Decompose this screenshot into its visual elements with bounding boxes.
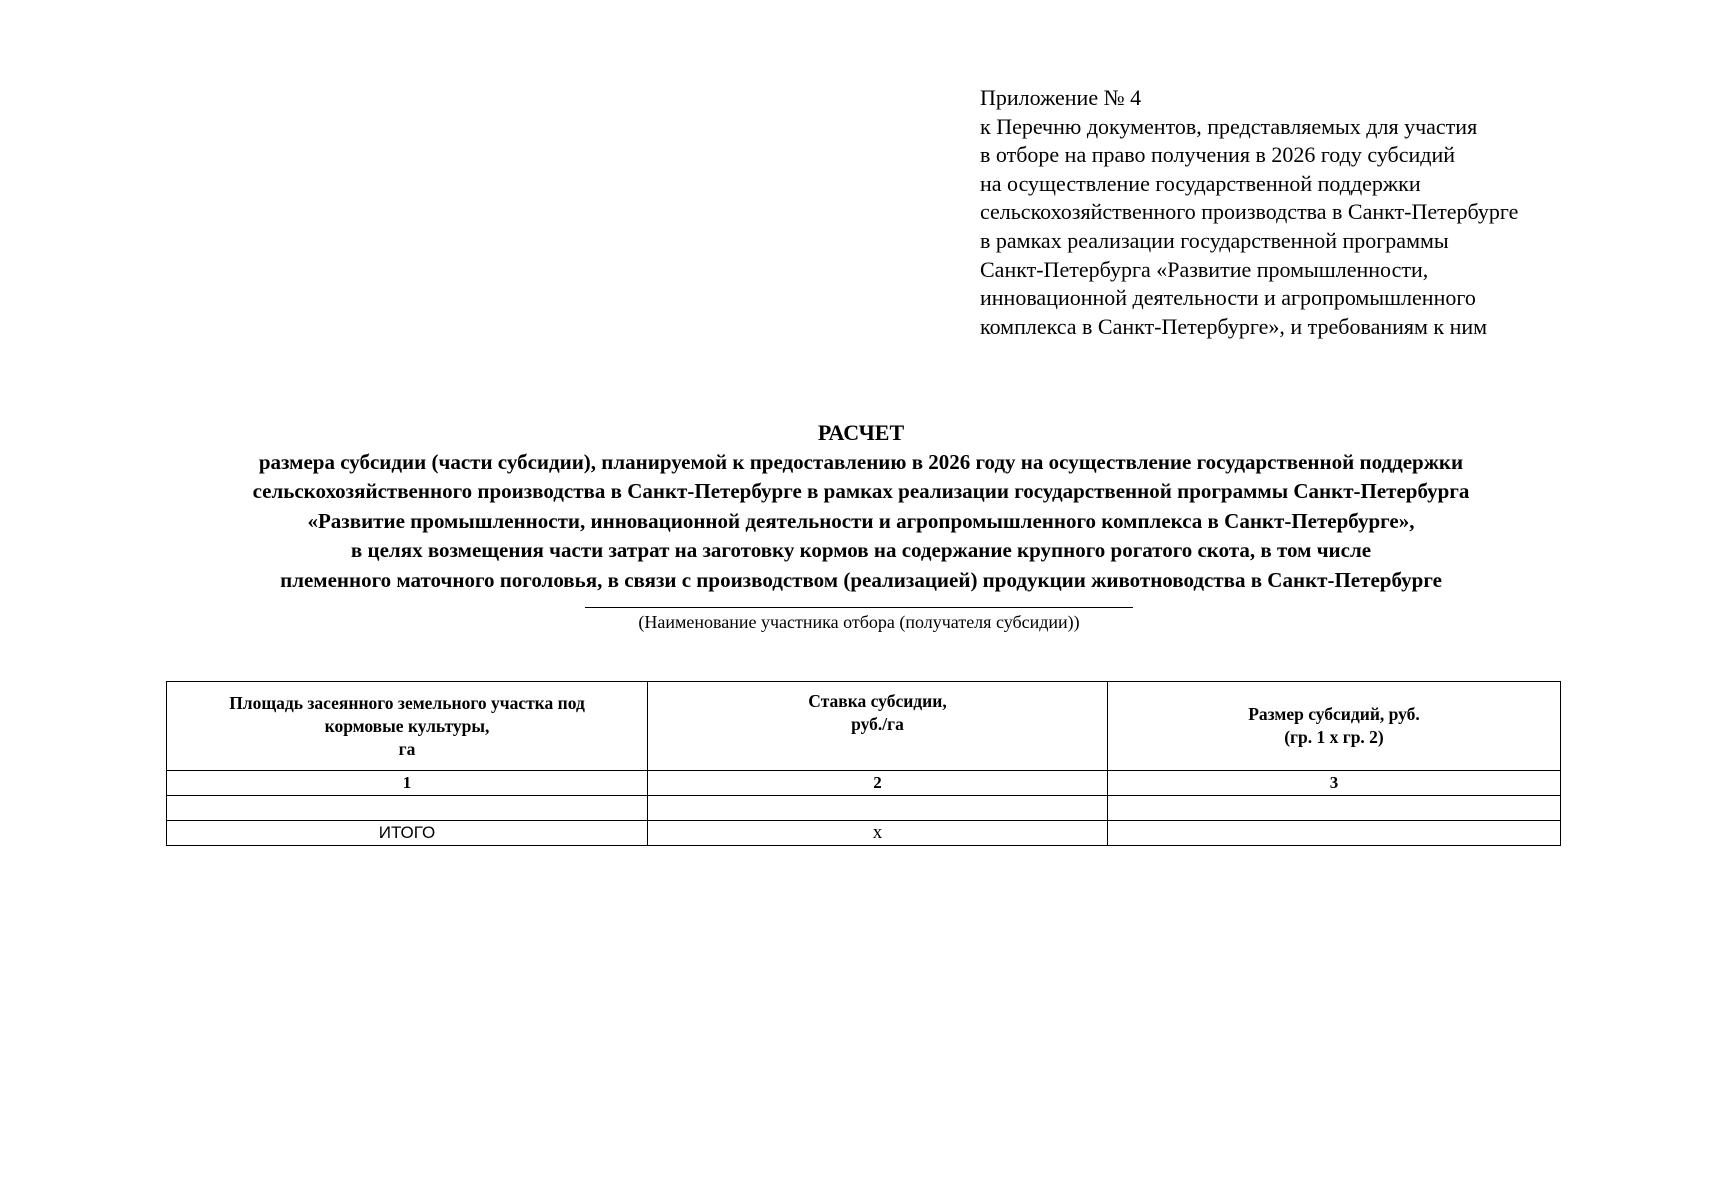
header-cell-amount — [1108, 682, 1561, 771]
table-cell-area[interactable] — [167, 796, 648, 821]
appendix-line: Приложение № 4 — [980, 85, 1142, 110]
appendix-line: сельскохозяйственного производства в Санкт-Петербурге — [980, 199, 1519, 225]
document-subtitle-line: размера субсидии (части субсидии), планируемой к предоставлению в 2026 году на осуществление государственной поддержки — [258, 449, 1464, 474]
table-total-row — [167, 821, 1561, 846]
header-text: (гр. 1 х гр. 2) — [1284, 727, 1384, 747]
appendix-header — [980, 84, 1620, 341]
header-text: га — [398, 738, 416, 759]
recipient-name-line — [585, 607, 1133, 608]
header-text: Ставка субсидии, — [808, 691, 947, 711]
table-cell-amount[interactable] — [1108, 796, 1561, 821]
column-number: 2 — [648, 771, 1108, 796]
column-number: 1 — [167, 771, 648, 796]
document-title-block — [100, 418, 1622, 595]
header-text: кормовые культуры, — [324, 715, 490, 736]
appendix-line: Санкт-Петербурга «Развитие промышленности, — [980, 256, 1429, 282]
appendix-line: инновационной деятельности и агропромышленного — [980, 285, 1476, 311]
document-subtitle-line: «Развитие промышленности, инновационной деятельности и агропромышленного комплекса в Санкт-Петербурге», — [307, 508, 1415, 533]
appendix-line: комплекса в Санкт-Петербурге», и требованиям к ним — [980, 313, 1488, 339]
total-label: ИТОГО — [167, 821, 648, 846]
document-title: РАСЧЕТ — [817, 420, 905, 445]
header-cell-rate — [648, 682, 1108, 771]
appendix-line: в рамках реализации государственной программы — [980, 227, 1449, 253]
column-number: 3 — [1108, 771, 1561, 796]
header-text: Площадь засеянного земельного участка под — [229, 692, 585, 713]
table-cell-rate[interactable] — [648, 796, 1108, 821]
total-rate-placeholder: х — [648, 821, 1108, 846]
appendix-line: в отборе на право получения в 2026 году субсидий — [980, 142, 1456, 168]
document-subtitle-line: в целях возмещения части затрат на заготовку кормов на содержание крупного рогатого скота, в том числе — [350, 538, 1372, 562]
document-subtitle-line: сельскохозяйственного производства в Санкт-Петербурге в рамках реализации государственной программы Санкт-Петербурга — [252, 479, 1470, 503]
header-text: руб./га — [851, 714, 904, 734]
header-cell-area — [167, 682, 648, 771]
appendix-line: к Перечню документов, представляемых для участия — [980, 113, 1478, 139]
table-header-row — [167, 682, 1561, 771]
header-text: Размер субсидий, руб. — [1248, 704, 1420, 724]
calculation-table — [166, 681, 1561, 846]
document-subtitle-line: племенного маточного поголовья, в связи с производством (реализацией) продукции животноводства в Санкт-Петербурге — [280, 567, 1442, 592]
recipient-caption: (Наименование участника отбора (получателя субсидии)) — [638, 612, 1080, 632]
table-column-number-row — [167, 771, 1561, 796]
appendix-line: на осуществление государственной поддержки — [980, 170, 1421, 196]
total-amount[interactable] — [1108, 821, 1561, 846]
table-row — [167, 796, 1561, 821]
